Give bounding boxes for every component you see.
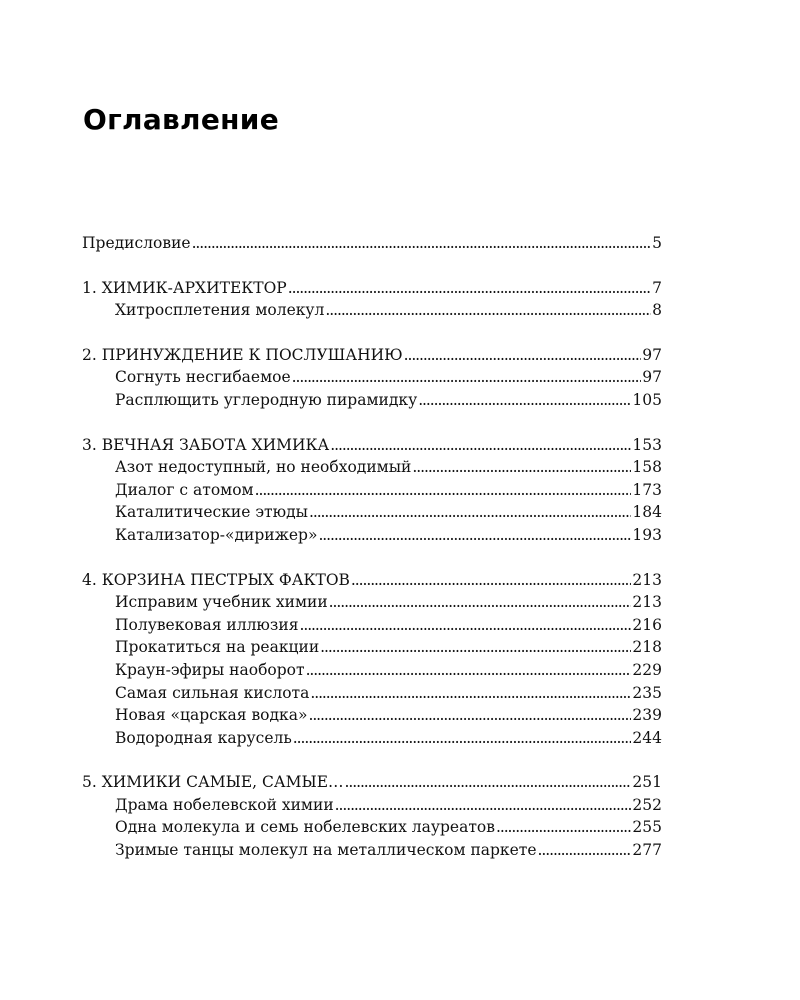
toc-subentry [82, 816, 662, 839]
toc-entry-title: Самая сильная кислота [115, 683, 310, 702]
dot-leader [292, 366, 642, 389]
toc-entry-title: Каталитические этюды [115, 503, 308, 522]
toc-entry-page: 158 [632, 458, 662, 477]
dot-leader [300, 614, 632, 637]
toc-entry-title: Новая «царская водка» [115, 706, 308, 725]
toc-entry-page: 244 [632, 728, 662, 747]
table-of-contents [82, 232, 662, 862]
toc-subentry [82, 636, 662, 659]
dot-leader [308, 704, 631, 727]
toc-entry-page: 5 [652, 234, 662, 252]
toc-entry-page: 7 [652, 278, 662, 297]
toc-chapter [82, 344, 662, 367]
toc-subentry [82, 501, 662, 524]
toc-chapter [82, 277, 662, 300]
toc-entry-page: 229 [632, 660, 662, 679]
toc-entry-page: 216 [632, 615, 662, 634]
toc-entry-page: 173 [632, 480, 662, 499]
toc-subentry [82, 659, 662, 682]
toc-entry-title: Водородная карусель [115, 728, 292, 747]
toc-subentry [82, 299, 662, 322]
toc-entry-page: 193 [632, 525, 662, 544]
dot-leader [404, 344, 642, 367]
toc-entry-title: Зримые танцы молекул на металлическом паркете [115, 841, 537, 860]
toc-subentry [82, 524, 662, 547]
toc-entry-page: 218 [632, 638, 662, 657]
toc-entry-page: 153 [632, 435, 662, 454]
toc-subentry [82, 682, 662, 705]
toc-subentry [82, 456, 662, 479]
toc-entry-title: Расплющить углеродную пирамидку [115, 390, 418, 409]
dot-leader [192, 232, 652, 255]
toc-entry-page: 8 [652, 301, 662, 320]
toc-subentry [82, 366, 662, 389]
toc-entry-title: Одна молекула и семь нобелевских лауреатов [115, 818, 495, 837]
toc-entry [82, 232, 662, 255]
toc-entry-title: 3. ВЕЧНАЯ ЗАБОТА ХИМИКА [82, 435, 330, 454]
toc-entry-page: 235 [632, 683, 662, 702]
toc-entry-title: Предисловие [82, 234, 191, 252]
toc-entry-page: 213 [632, 593, 662, 612]
toc-chapter [82, 434, 662, 457]
dot-leader [412, 456, 631, 479]
toc-chapter [82, 569, 662, 592]
dot-leader [418, 389, 631, 412]
toc-entry-page: 252 [632, 795, 662, 814]
toc-entry-title: Прокатиться на реакции [115, 638, 320, 657]
dot-leader [293, 727, 632, 750]
toc-entry-page: 277 [632, 841, 662, 860]
toc-entry-page: 97 [642, 368, 662, 387]
dot-leader [329, 591, 632, 614]
toc-heading: Оглавление [83, 103, 280, 136]
dot-leader [320, 636, 631, 659]
toc-entry-title: Катализатор-«дирижер» [115, 525, 318, 544]
toc-entry-page: 184 [632, 503, 662, 522]
dot-leader [335, 794, 632, 817]
toc-subentry [82, 479, 662, 502]
toc-entry-title: 5. ХИМИКИ САМЫЕ, САМЫЕ… [82, 773, 344, 792]
dot-leader [288, 277, 651, 300]
dot-leader [330, 434, 631, 457]
toc-subentry [82, 591, 662, 614]
dot-leader [496, 816, 631, 839]
toc-chapter [82, 771, 662, 794]
toc-subentry [82, 389, 662, 412]
toc-entry-title: Исправим учебник химии [115, 593, 328, 612]
dot-leader [318, 524, 631, 547]
toc-entry-title: Азот недоступный, но необходимый [115, 458, 412, 477]
dot-leader [255, 479, 632, 502]
toc-entry-title: Согнуть несгибаемое [115, 368, 291, 387]
dot-leader [345, 771, 632, 794]
dot-leader [310, 682, 631, 705]
toc-entry-page: 97 [642, 345, 662, 364]
toc-subentry [82, 794, 662, 817]
toc-subentry [82, 704, 662, 727]
toc-entry-title: 1. ХИМИК-АРХИТЕКТОР [82, 278, 287, 297]
toc-entry-page: 105 [632, 390, 662, 409]
toc-entry-title: 4. КОРЗИНА ПЕСТРЫХ ФАКТОВ [82, 570, 350, 589]
toc-entry-title: Диалог с атомом [115, 480, 254, 499]
dot-leader [325, 299, 651, 322]
toc-entry-title: Хитросплетения молекул [115, 301, 325, 320]
toc-entry-title: Краун-эфиры наоборот [115, 660, 305, 679]
dot-leader [306, 659, 632, 682]
toc-entry-page: 213 [632, 570, 662, 589]
toc-entry-page: 251 [632, 773, 662, 792]
toc-subentry [82, 839, 662, 862]
dot-leader [538, 839, 632, 862]
toc-entry-page: 239 [632, 706, 662, 725]
toc-entry-page: 255 [632, 818, 662, 837]
toc-entry-title: Полувековая иллюзия [115, 615, 299, 634]
toc-subentry [82, 614, 662, 637]
dot-leader [309, 501, 631, 524]
toc-entry-title: 2. ПРИНУЖДЕНИЕ К ПОСЛУШАНИЮ [82, 345, 403, 364]
toc-subentry [82, 727, 662, 750]
dot-leader [351, 569, 631, 592]
toc-entry-title: Драма нобелевской химии [115, 795, 334, 814]
